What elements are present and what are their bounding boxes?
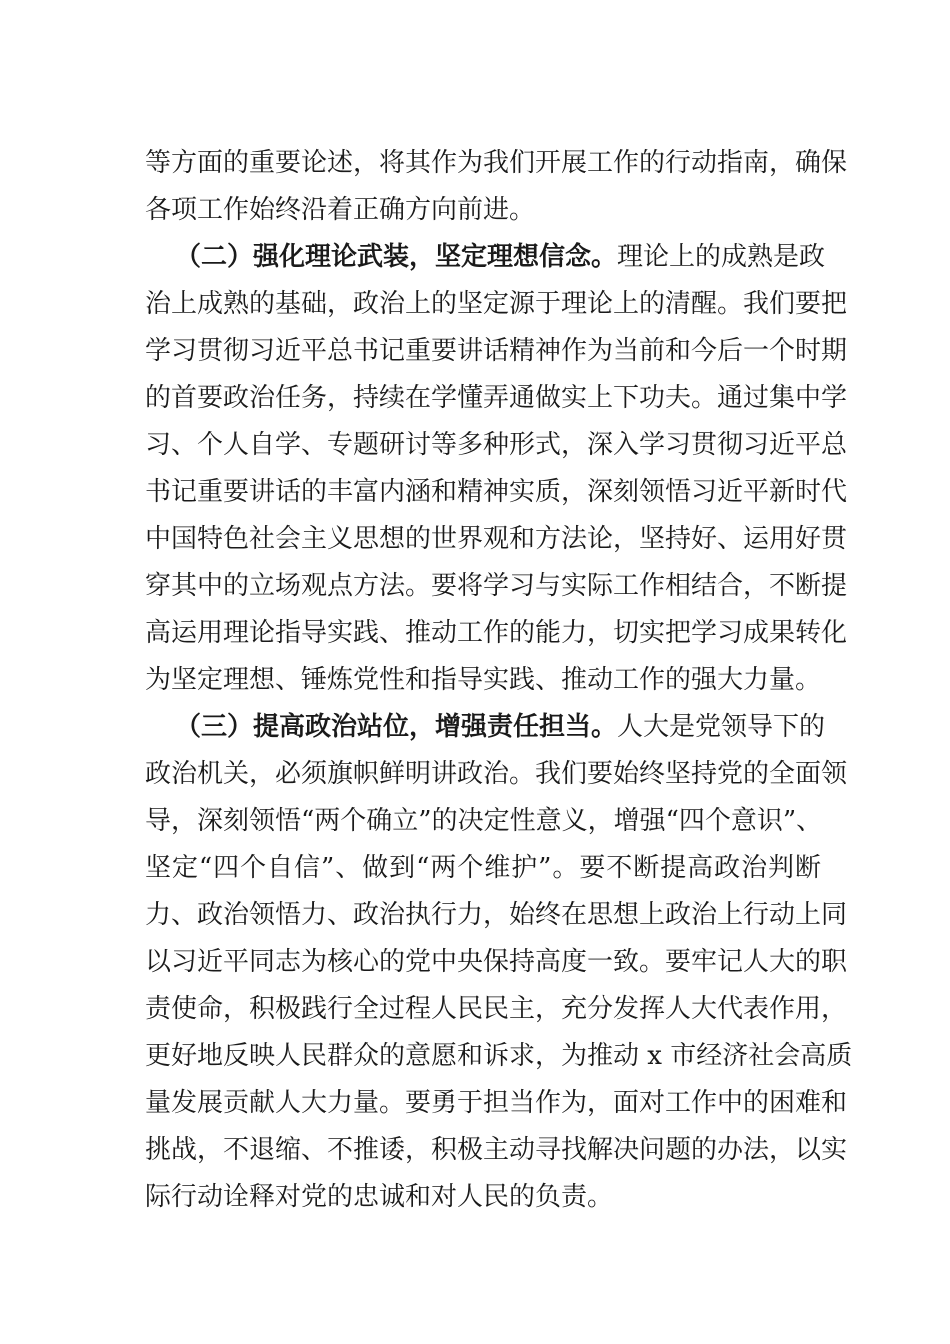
text-line: 学习贯彻习近平总书记重要讲话精神作为当前和今后一个时期 [145, 336, 848, 366]
text-line [145, 240, 826, 287]
text-line: 各项工作始终沿着正确方向前进。 [145, 195, 536, 225]
text-line: 书记重要讲话的丰富内涵和精神实质，深刻领悟习近平新时代 [145, 477, 848, 507]
paragraph-section-2 [145, 240, 848, 710]
text-line: 以习近平同志为核心的党中央保持高度一致。要牢记人大的职 [145, 947, 848, 977]
text-line: 力、政治领悟力、政治执行力，始终在思想上政治上行动上同 [145, 900, 848, 930]
text-span: 理论上的成熟是政 [617, 242, 826, 272]
text-line: 等方面的重要论述，将其作为我们开展工作的行动指南，确保 [145, 148, 848, 178]
paragraph-continuation [145, 146, 848, 240]
text-line: 量发展贡献人大力量。要勇于担当作为，面对工作中的困难和 [145, 1088, 848, 1118]
text-line: 治上成熟的基础，政治上的坚定源于理论上的清醒。我们要把 [145, 289, 848, 319]
document-page [145, 146, 853, 1227]
section-heading: （二）强化理论武装，坚定理想信念。 [175, 242, 618, 272]
text-line: 高运用理论指导实践、推动工作的能力，切实把学习成果转化 [145, 618, 848, 648]
text-line: 际行动诠释对党的忠诚和对人民的负责。 [145, 1182, 614, 1212]
text-line [145, 710, 826, 757]
text-line: 坚定“四个自信”、做到“两个维护”。要不断提高政治判断 [145, 853, 821, 883]
text-line: 政治机关，必须旗帜鲜明讲政治。我们要始终坚持党的全面领 [145, 759, 848, 789]
text-line: 中国特色社会主义思想的世界观和方法论，坚持好、运用好贯 [145, 524, 848, 554]
section-heading: （三）提高政治站位，增强责任担当。 [175, 712, 618, 742]
paragraph-section-3 [145, 710, 853, 1227]
text-line: 责使命，积极践行全过程人民民主，充分发挥人大代表作用， [145, 994, 848, 1024]
text-line: 导，深刻领悟“两个确立”的决定性意义，增强“四个意识”、 [145, 806, 823, 836]
text-line: 穿其中的立场观点方法。要将学习与实际工作相结合，不断提 [145, 571, 848, 601]
text-line: 为坚定理想、锤炼党性和指导实践、推动工作的强大力量。 [145, 665, 822, 695]
text-span: 人大是党领导下的 [617, 712, 826, 742]
text-line: 更好地反映人民群众的意愿和诉求，为推动 x 市经济社会高质 [145, 1041, 853, 1071]
text-line: 挑战，不退缩、不推诿，积极主动寻找解决问题的办法，以实 [145, 1135, 848, 1165]
text-line: 的首要政治任务，持续在学懂弄通做实上下功夫。通过集中学 [145, 383, 848, 413]
text-line: 习、个人自学、专题研讨等多种形式，深入学习贯彻习近平总 [145, 430, 848, 460]
